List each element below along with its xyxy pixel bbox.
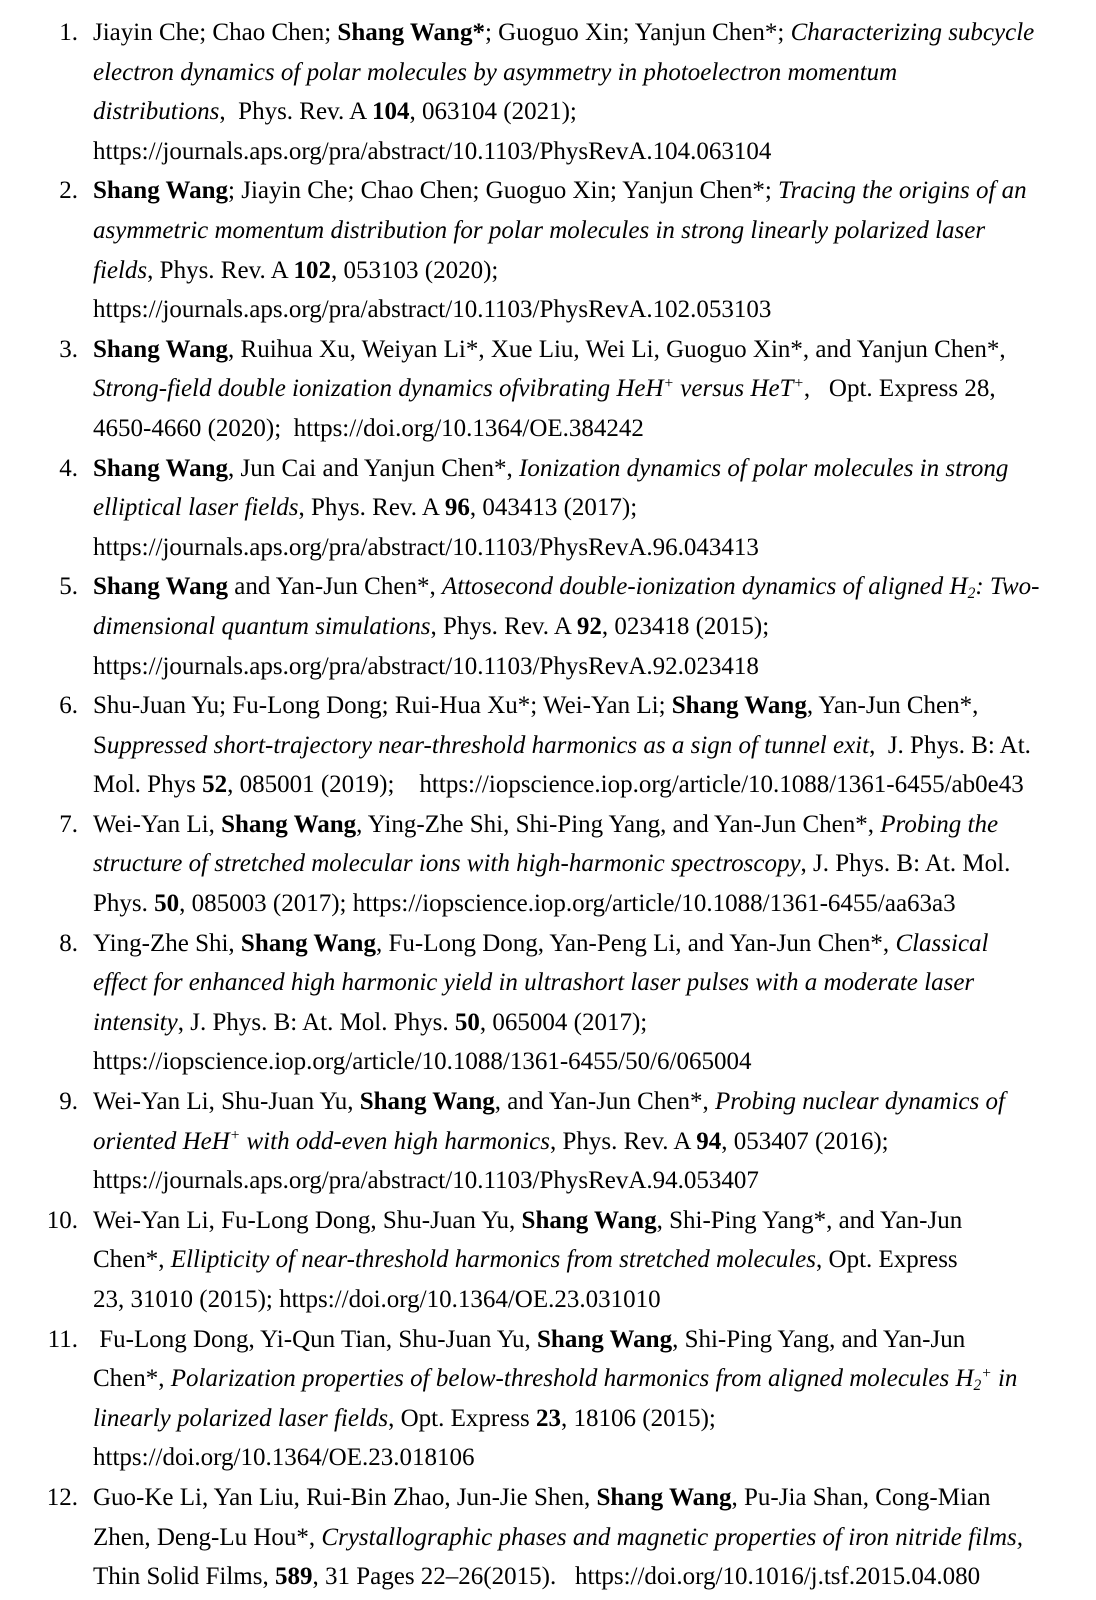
- text-segment: 102: [293, 256, 331, 284]
- text-segment: Probing nuclear dynamics of: [714, 1088, 1005, 1116]
- text-segment: Shang Wang: [596, 1483, 732, 1511]
- text-segment: elliptical laser fields: [93, 494, 299, 522]
- text-segment: Zhen, Deng-Lu Hou*,: [93, 1523, 322, 1551]
- publication-line: [93, 1042, 1096, 1082]
- publication-url[interactable]: https://iopscience.iop.org/article/10.1088/1361-6455/50/6/065004: [93, 1048, 752, 1076]
- text-segment: : Two-: [975, 573, 1040, 601]
- publication-line: [93, 290, 1096, 330]
- text-segment: Jiayin Che; Chao Chen;: [93, 19, 338, 46]
- publication-url[interactable]: https://journals.aps.org/pra/abstract/10.1103/PhysRevA.102.053103: [93, 296, 772, 324]
- text-segment: fields: [93, 256, 148, 284]
- text-segment: 92: [576, 612, 602, 640]
- text-segment: Ionization dynamics of polar molecules in strong: [519, 454, 1009, 482]
- publication-body: [78, 171, 1096, 329]
- text-segment: distributions: [93, 98, 220, 126]
- text-segment: , Phys. Rev. A: [430, 612, 577, 640]
- publication-line: [93, 1003, 1096, 1043]
- text-segment: Mol. Phys: [93, 771, 203, 799]
- text-segment: ; Guoguo Xin; Yanjun Chen*;: [484, 19, 791, 46]
- text-segment: Shang Wang: [240, 929, 376, 957]
- text-segment: , Ruihua Xu, Weiyan Li*, Xue Liu, Wei Li, Guoguo Xin*, and Yanjun Chen*,: [228, 335, 1006, 363]
- text-segment: Shu-Juan Yu; Fu-Long Dong; Rui-Hua Xu*; Wei-Yan Li;: [93, 692, 672, 720]
- publication-body: [78, 686, 1096, 805]
- publication-number: 8.: [59, 929, 78, 957]
- publication-item: [0, 1082, 1096, 1201]
- publication-body: [78, 1478, 1096, 1597]
- text-segment: Shang Wang: [93, 573, 229, 601]
- text-segment: Wei-Yan Li, Shu-Juan Yu,: [93, 1088, 360, 1116]
- text-segment: effect for enhanced high harmonic yield in ultrashort laser pulses with a moderate laser: [93, 969, 975, 997]
- text-segment: 2: [967, 584, 976, 602]
- publication-item: [0, 924, 1096, 1082]
- publication-item: [0, 1478, 1096, 1597]
- publication-url[interactable]: https://journals.aps.org/pra/abstract/10.1103/PhysRevA.104.063104: [93, 137, 772, 165]
- text-segment: versus HeT: [674, 375, 794, 403]
- text-segment: Shang Wang: [93, 454, 229, 482]
- publication-item: [0, 449, 1096, 568]
- publication-line: [93, 1161, 1096, 1201]
- publication-url[interactable]: https://iopscience.iop.org/article/10.1088/1361-6455/ab0e43: [419, 771, 1024, 799]
- text-segment: Shang Wang: [93, 177, 229, 205]
- publication-line: [93, 369, 1096, 409]
- publication-line: [93, 567, 1096, 607]
- publication-line: [93, 1240, 1096, 1280]
- publication-url[interactable]: https://doi.org/10.1016/j.tsf.2015.04.080: [574, 1563, 981, 1591]
- text-segment: and Yan-Jun Chen*,: [228, 573, 442, 601]
- publication-item: [0, 171, 1096, 329]
- text-segment: 23: [536, 1404, 562, 1432]
- text-segment: , 31 Pages 22–26(2015).: [312, 1563, 575, 1591]
- publication-body: [78, 449, 1096, 568]
- publication-line: [93, 211, 1096, 251]
- text-segment: Thin Solid Films,: [93, 1563, 275, 1591]
- text-segment: Polarization properties of below-threshold harmonics from aligned molecules H: [170, 1365, 974, 1393]
- publication-body: [78, 1320, 1096, 1478]
- publication-line: [93, 884, 1096, 924]
- text-segment: , Phys. Rev. A: [147, 256, 294, 284]
- publication-item: [0, 805, 1096, 924]
- text-segment: Phys.: [93, 890, 155, 918]
- publication-number: 10.: [46, 1206, 78, 1234]
- text-segment: , Opt. Express: [816, 1246, 958, 1274]
- publication-line: [93, 1359, 1096, 1399]
- text-segment: 23, 31010 (2015);: [93, 1286, 280, 1313]
- publication-item: [0, 567, 1096, 686]
- publication-line: [93, 53, 1096, 93]
- publication-line: [93, 924, 1096, 964]
- text-segment: Characterizing subcycle: [790, 19, 1035, 46]
- publication-line: [93, 1557, 1096, 1597]
- text-segment: uppressed short-trajectory near-threshold harmonics as a sign of tunnel exit: [106, 731, 870, 759]
- text-segment: , 053103 (2020);: [331, 256, 499, 284]
- publication-line: [93, 1082, 1096, 1122]
- text-segment: , Opt. Express 28,: [803, 375, 996, 403]
- publication-line: [93, 1280, 1096, 1320]
- publication-body: [78, 567, 1096, 686]
- publication-line: [93, 1478, 1096, 1518]
- text-segment: , 18106 (2015);: [561, 1404, 716, 1432]
- publication-number: 11.: [47, 1325, 78, 1353]
- text-segment: 50: [154, 890, 180, 918]
- publication-item: [0, 1201, 1096, 1320]
- publication-line: [93, 409, 1096, 449]
- text-segment: intensity: [93, 1008, 178, 1036]
- text-segment: +: [981, 1364, 992, 1382]
- publication-url[interactable]: https://doi.org/10.1364/OE.23.031010: [279, 1286, 661, 1313]
- text-segment: Ying-Zhe Shi,: [93, 929, 241, 957]
- text-segment: , Opt. Express: [388, 1404, 537, 1432]
- text-segment: , 085001 (2019);: [227, 771, 420, 799]
- text-segment: , Shi-Ping Yang*, and Yan-Jun: [656, 1206, 963, 1234]
- text-segment: Wei-Yan Li, Fu-Long Dong, Shu-Juan Yu,: [93, 1206, 522, 1234]
- publication-line: [93, 1438, 1096, 1478]
- text-segment: Chen*,: [93, 1246, 171, 1274]
- publication-url[interactable]: https://iopscience.iop.org/article/10.1088/1361-6455/aa63a3: [352, 890, 956, 918]
- publication-line: [93, 963, 1096, 1003]
- publication-body: [78, 924, 1096, 1082]
- publication-number: 9.: [59, 1088, 78, 1116]
- publication-line: [93, 686, 1096, 726]
- publication-url[interactable]: https://journals.aps.org/pra/abstract/10.1103/PhysRevA.96.043413: [93, 533, 759, 561]
- publication-line: [93, 92, 1096, 132]
- publication-line: [93, 1122, 1096, 1162]
- text-segment: Shang Wang: [93, 335, 229, 363]
- publication-line: [93, 13, 1096, 53]
- publication-line: [93, 488, 1096, 528]
- publication-number: 12.: [46, 1483, 78, 1511]
- text-segment: Shang Wang: [537, 1325, 673, 1353]
- publication-line: [93, 1201, 1096, 1241]
- publication-line: [93, 330, 1096, 370]
- text-segment: 96: [444, 494, 470, 522]
- text-segment: Shang Wang: [671, 692, 807, 720]
- publication-line: [93, 1399, 1096, 1439]
- text-segment: 50: [454, 1008, 480, 1036]
- publication-item: [0, 13, 1096, 171]
- publication-url[interactable]: https://doi.org/10.1364/OE.23.018106: [93, 1444, 475, 1472]
- text-segment: structure of stretched molecular ions with high-harmonic spectroscopy: [93, 850, 801, 878]
- text-segment: +: [229, 1127, 241, 1145]
- text-segment: , 023418 (2015);: [601, 612, 770, 640]
- text-segment: Shang Wang: [359, 1088, 495, 1116]
- text-segment: with odd-even high harmonics: [240, 1127, 550, 1155]
- publication-item: [0, 686, 1096, 805]
- text-segment: asymmetric momentum distribution for polar molecules in strong linearly polarized laser: [93, 216, 986, 244]
- publication-line: [93, 844, 1096, 884]
- publication-line: [93, 528, 1096, 568]
- text-segment: Fu-Long Dong, Yi-Qun Tian, Shu-Juan Yu,: [93, 1325, 538, 1353]
- publication-line: [93, 132, 1096, 172]
- text-segment: Tracing the origins of an: [778, 177, 1027, 205]
- text-segment: 52: [202, 771, 228, 799]
- text-segment: 4650-4660 (2020);: [93, 414, 294, 442]
- publication-body: [78, 805, 1096, 924]
- publication-number: 5.: [59, 573, 78, 601]
- publication-body: [78, 330, 1096, 449]
- text-segment: Shang Wang: [221, 810, 357, 838]
- publication-line: [93, 805, 1096, 845]
- text-segment: ; Jiayin Che; Chao Chen; Guoguo Xin; Yanjun Chen*;: [228, 177, 779, 205]
- text-segment: , 065004 (2017);: [479, 1008, 648, 1036]
- text-segment: , and Yan-Jun Chen*,: [494, 1088, 715, 1116]
- publication-url[interactable]: https://journals.aps.org/pra/abstract/10.1103/PhysRevA.92.023418: [93, 652, 759, 680]
- text-segment: , Phys. Rev. A: [549, 1127, 697, 1155]
- publication-number: 2.: [59, 177, 78, 205]
- publication-line: [93, 647, 1096, 687]
- text-segment: electron dynamics of polar molecules by asymmetry in photoelectron momentum: [93, 58, 898, 86]
- publication-line: [93, 1320, 1096, 1360]
- publication-line: [93, 171, 1096, 211]
- publication-number: 6.: [59, 692, 78, 720]
- text-segment: , Shi-Ping Yang, and Yan-Jun: [672, 1325, 966, 1353]
- text-segment: 94: [696, 1127, 722, 1155]
- text-segment: Shang Wang*: [337, 19, 485, 46]
- text-segment: , J. Phys. B: At. Mol.: [800, 850, 1011, 878]
- text-segment: , 043413 (2017);: [469, 494, 638, 522]
- text-segment: Classical: [895, 929, 989, 957]
- text-segment: , J. Phys. B: At.: [869, 731, 1031, 759]
- text-segment: , Pu-Jia Shan, Cong-Mian: [731, 1483, 991, 1511]
- publication-body: [78, 13, 1096, 171]
- publication-line: [93, 251, 1096, 291]
- publication-line: [93, 765, 1096, 805]
- publication-line: [93, 607, 1096, 647]
- text-segment: Crystallographic phases and magnetic properties of iron nitride films,: [321, 1523, 1024, 1551]
- text-segment: 104: [372, 98, 410, 126]
- publication-url[interactable]: https://doi.org/10.1364/OE.384242: [293, 414, 644, 442]
- publication-url[interactable]: https://journals.aps.org/pra/abstract/10.1103/PhysRevA.94.053407: [93, 1167, 759, 1195]
- text-segment: , Yan-Jun Chen*,: [806, 692, 979, 720]
- text-segment: , 085003 (2017);: [179, 890, 353, 918]
- publication-list: [0, 13, 1096, 1597]
- text-segment: , Jun Cai and Yanjun Chen*,: [228, 454, 520, 482]
- publication-item: [0, 330, 1096, 449]
- publication-number: 3.: [59, 335, 78, 363]
- text-segment: linearly polarized laser fields: [93, 1404, 389, 1432]
- publication-line: [93, 1518, 1096, 1558]
- publication-number: 1.: [59, 19, 78, 46]
- text-segment: Wei-Yan Li,: [93, 810, 222, 838]
- text-segment: Ellipticity of near-threshold harmonics from stretched molecules: [170, 1246, 817, 1274]
- text-segment: , Phys. Rev. A: [298, 494, 445, 522]
- publication-line: [93, 449, 1096, 489]
- text-segment: , Ying-Zhe Shi, Shi-Ping Yang, and Yan-Jun Chen*,: [356, 810, 881, 838]
- text-segment: Guo-Ke Li, Yan Liu, Rui-Bin Zhao, Jun-Jie Shen,: [93, 1483, 597, 1511]
- text-segment: S: [93, 731, 107, 759]
- text-segment: , J. Phys. B: At. Mol. Phys.: [177, 1008, 455, 1036]
- text-segment: Shang Wang: [521, 1206, 657, 1234]
- publication-line: [93, 726, 1096, 766]
- publication-body: [78, 1082, 1096, 1201]
- text-segment: Probing the: [880, 810, 999, 838]
- text-segment: , Phys. Rev. A: [219, 98, 372, 126]
- text-segment: dimensional quantum simulations: [93, 612, 431, 640]
- text-segment: in: [991, 1365, 1018, 1393]
- text-segment: 589: [274, 1563, 313, 1591]
- text-segment: 2: [973, 1376, 982, 1394]
- text-segment: , 053407 (2016);: [721, 1127, 889, 1155]
- publication-number: 4.: [59, 454, 78, 482]
- text-segment: Chen*,: [93, 1365, 171, 1393]
- text-segment: +: [663, 374, 675, 392]
- text-segment: , 063104 (2021);: [409, 98, 577, 126]
- publication-number: 7.: [59, 810, 78, 838]
- text-segment: oriented HeH: [93, 1127, 230, 1155]
- publication-body: [78, 1201, 1096, 1320]
- text-segment: , Fu-Long Dong, Yan-Peng Li, and Yan-Jun Chen*,: [375, 929, 896, 957]
- text-segment: +: [793, 374, 804, 392]
- text-segment: Attosecond double-ionization dynamics of aligned H: [441, 573, 968, 601]
- publication-item: [0, 1320, 1096, 1478]
- text-segment: Strong-field double ionization dynamics ofvibrating HeH: [93, 375, 664, 403]
